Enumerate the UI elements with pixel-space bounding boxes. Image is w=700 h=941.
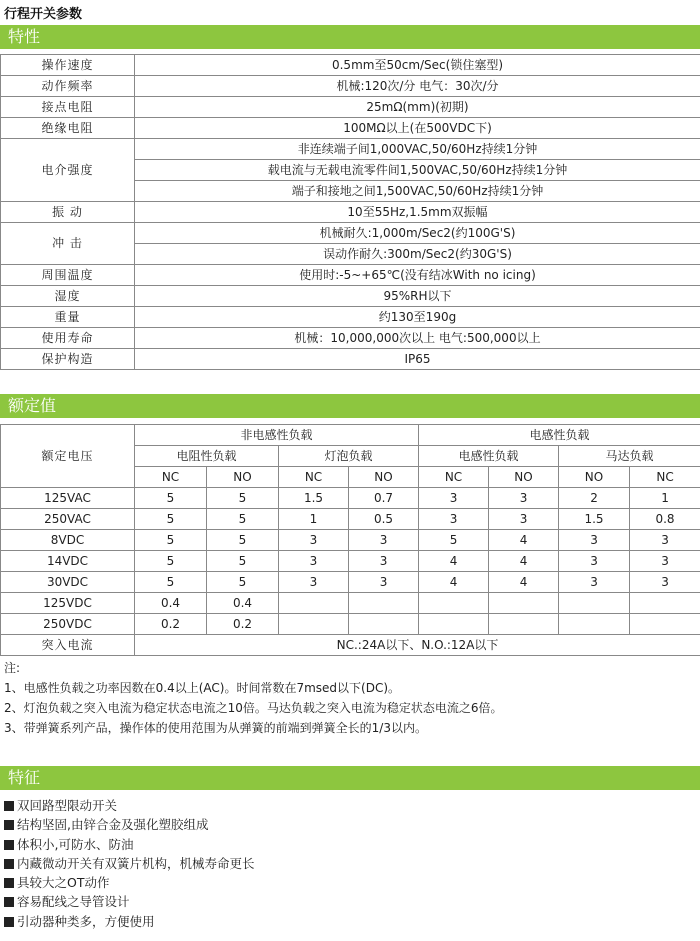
rating-value [349, 593, 419, 614]
feature-text: 具较大之OT动作 [17, 875, 110, 891]
non-inductive-load-header: 非电感性负载 [135, 425, 419, 446]
spec-value: 0.5mm至50cm/Sec(锁住塞型) [135, 55, 700, 76]
page-title: 行程开关参数 [4, 7, 83, 22]
rating-value: 5 [135, 509, 207, 530]
spec-label: 湿度 [1, 286, 135, 307]
spec-value: 机械:120次/分 电气：30次/分 [135, 76, 700, 97]
spec-row [1, 97, 700, 118]
rating-value [489, 593, 559, 614]
rating-value: 3 [559, 572, 630, 593]
rating-value: 0.4 [207, 593, 279, 614]
feature-item [4, 873, 255, 892]
rating-value: 1.5 [559, 509, 630, 530]
spec-value: 使用时:-5~+65℃(没有结冰With no icing) [135, 265, 700, 286]
rating-value [630, 593, 700, 614]
rating-value: 5 [207, 530, 279, 551]
spec-label: 绝缘电阻 [1, 118, 135, 139]
rating-value: 0.7 [349, 488, 419, 509]
spec-value: 100MΩ以上(在500VDC下) [135, 118, 700, 139]
feature-item [4, 815, 255, 834]
inrush-label: 突入电流 [1, 635, 135, 656]
rating-value: 3 [630, 530, 700, 551]
rating-value [419, 593, 489, 614]
spec-value: 载电流与无载电流零件间1,500VAC,50/60Hz持续1分钟 [135, 160, 700, 181]
nc-header: NC [630, 467, 700, 488]
rating-value: 5 [207, 509, 279, 530]
section-header-rating: 额定值 [0, 394, 700, 418]
spec-label: 重量 [1, 307, 135, 328]
spec-value: 误动作耐久:300m/Sec2(约30G'S) [135, 244, 700, 265]
rating-value [279, 614, 349, 635]
spec-value: 机械耐久:1,000m/Sec2(约100G'S) [135, 223, 700, 244]
lamp-load-header: 灯泡负载 [279, 446, 419, 467]
feature-item [4, 854, 255, 873]
rating-value: 4 [489, 530, 559, 551]
feature-text: 结构坚固,由锌合金及强化塑胶组成 [17, 817, 209, 833]
spec-label: 振 动 [1, 202, 135, 223]
rating-row [1, 551, 700, 572]
rating-value: 5 [207, 488, 279, 509]
rating-value: 3 [630, 551, 700, 572]
rating-row [1, 488, 700, 509]
feature-text: 内藏微动开关有双簧片机构，机械寿命更长 [17, 855, 255, 871]
spec-row [1, 139, 700, 160]
nc-header: NC [135, 467, 207, 488]
nc-header: NC [419, 467, 489, 488]
square-bullet-icon [4, 878, 14, 888]
rating-value: 3 [419, 509, 489, 530]
rated-voltage: 30VDC [1, 572, 135, 593]
rating-value: 3 [489, 488, 559, 509]
square-bullet-icon [4, 801, 14, 811]
rating-value: 3 [349, 572, 419, 593]
rated-voltage: 250VAC [1, 509, 135, 530]
spec-label: 周围温度 [1, 265, 135, 286]
spec-value: IP65 [135, 349, 700, 370]
characteristics-table [0, 54, 700, 370]
feature-item [4, 892, 255, 911]
feature-text: 容易配线之导管设计 [17, 894, 130, 910]
feature-list [4, 796, 255, 931]
rating-row [1, 530, 700, 551]
square-bullet-icon [4, 820, 14, 830]
rating-value: 0.2 [135, 614, 207, 635]
spec-label: 电介强度 [1, 139, 135, 202]
spec-label: 动作频率 [1, 76, 135, 97]
spec-label: 操作速度 [1, 55, 135, 76]
spec-value: 非连续端子间1,000VAC,50/60Hz持续1分钟 [135, 139, 700, 160]
section-header-features: 特征 [0, 766, 700, 790]
spec-value: 机械：10,000,000次以上 电气:500,000以上 [135, 328, 700, 349]
no-header: NO [349, 467, 419, 488]
notes [4, 658, 696, 738]
spec-row [1, 118, 700, 139]
square-bullet-icon [4, 897, 14, 907]
note-line: 2、灯泡负载之突入电流为稳定状态电流之10倍。马达负载之突入电流为稳定状态电流之6倍。 [4, 701, 503, 715]
nc-header: NC [279, 467, 349, 488]
rating-value: 4 [489, 551, 559, 572]
rated-voltage-header: 额定电压 [1, 425, 135, 488]
rating-value: 1.5 [279, 488, 349, 509]
rated-voltage: 125VAC [1, 488, 135, 509]
rating-value: 5 [207, 551, 279, 572]
rating-value: 3 [349, 530, 419, 551]
rating-value: 3 [419, 488, 489, 509]
rating-value: 4 [489, 572, 559, 593]
rating-header-row-1 [1, 425, 700, 446]
rating-value: 1 [279, 509, 349, 530]
feature-text: 引动器种类多，方便使用 [17, 913, 155, 929]
spec-value: 95%RH以下 [135, 286, 700, 307]
rating-value: 5 [135, 572, 207, 593]
rating-value [559, 593, 630, 614]
rating-value: 3 [279, 572, 349, 593]
spec-label: 接点电阻 [1, 97, 135, 118]
spec-row [1, 328, 700, 349]
feature-text: 双回路型限动开关 [17, 798, 118, 813]
no-header: NO [489, 467, 559, 488]
square-bullet-icon [4, 859, 14, 869]
rating-value: 4 [419, 551, 489, 572]
rating-value: 0.5 [349, 509, 419, 530]
rating-value: 5 [135, 551, 207, 572]
rating-row [1, 572, 700, 593]
spec-label: 使用寿命 [1, 328, 135, 349]
rating-value: 0.8 [630, 509, 700, 530]
rating-value: 3 [349, 551, 419, 572]
rating-value: 2 [559, 488, 630, 509]
rating-value [559, 614, 630, 635]
spec-row [1, 55, 700, 76]
rating-value: 1 [630, 488, 700, 509]
spec-label: 冲 击 [1, 223, 135, 265]
spec-value: 端子和接地之间1,500VAC,50/60Hz持续1分钟 [135, 181, 700, 202]
rating-value: 3 [559, 551, 630, 572]
spec-label: 保护构造 [1, 349, 135, 370]
rating-value: 3 [489, 509, 559, 530]
inrush-row [1, 635, 700, 656]
spec-value: 25mΩ(mm)(初期) [135, 97, 700, 118]
rating-value: 3 [630, 572, 700, 593]
rated-voltage: 125VDC [1, 593, 135, 614]
note-line: 1、电感性负载之功率因数在0.4以上(AC)。时间常数在7msed以下(DC)。 [4, 681, 401, 695]
rating-value: 4 [419, 572, 489, 593]
section-header-characteristics: 特性 [0, 25, 700, 49]
rating-value [489, 614, 559, 635]
feature-item [4, 835, 255, 854]
rating-value: 0.4 [135, 593, 207, 614]
rating-value: 3 [279, 551, 349, 572]
spec-row [1, 76, 700, 97]
resistive-load-header: 电阻性负载 [135, 446, 279, 467]
square-bullet-icon [4, 917, 14, 927]
no-header: NO [207, 467, 279, 488]
rating-value: 5 [135, 488, 207, 509]
rating-table [0, 424, 700, 656]
rating-value [349, 614, 419, 635]
rating-value: 5 [207, 572, 279, 593]
inrush-value: NC.:24A以下、N.O.:12A以下 [135, 635, 700, 656]
spec-value: 约130至190g [135, 307, 700, 328]
spec-value: 10至55Hz,1.5mm双振幅 [135, 202, 700, 223]
rated-voltage: 14VDC [1, 551, 135, 572]
inductive-load-header: 电感性负载 [419, 425, 700, 446]
rating-value: 3 [279, 530, 349, 551]
rated-voltage: 250VDC [1, 614, 135, 635]
motor-load-header: 马达负载 [559, 446, 700, 467]
spec-row [1, 202, 700, 223]
feature-item [4, 796, 255, 815]
spec-row [1, 286, 700, 307]
no-header: NO [559, 467, 630, 488]
rating-row [1, 614, 700, 635]
spec-row [1, 223, 700, 244]
note-line: 注: [4, 661, 21, 675]
rated-voltage: 8VDC [1, 530, 135, 551]
spec-row [1, 265, 700, 286]
feature-text: 体积小,可防水、防油 [17, 836, 134, 852]
rating-row [1, 509, 700, 530]
rating-value: 5 [135, 530, 207, 551]
spec-row [1, 307, 700, 328]
rating-value: 3 [559, 530, 630, 551]
square-bullet-icon [4, 840, 14, 850]
inductive-sub-load-header: 电感性负载 [419, 446, 559, 467]
rating-value: 0.2 [207, 614, 279, 635]
note-line: 3、带弹簧系列产品，操作体的使用范围为从弹簧的前端到弹簧全长的1/3以内。 [4, 721, 427, 735]
rating-value: 5 [419, 530, 489, 551]
rating-value [279, 593, 349, 614]
spec-row [1, 349, 700, 370]
rating-row [1, 593, 700, 614]
rating-value [419, 614, 489, 635]
feature-item [4, 912, 255, 931]
rating-value [630, 614, 700, 635]
